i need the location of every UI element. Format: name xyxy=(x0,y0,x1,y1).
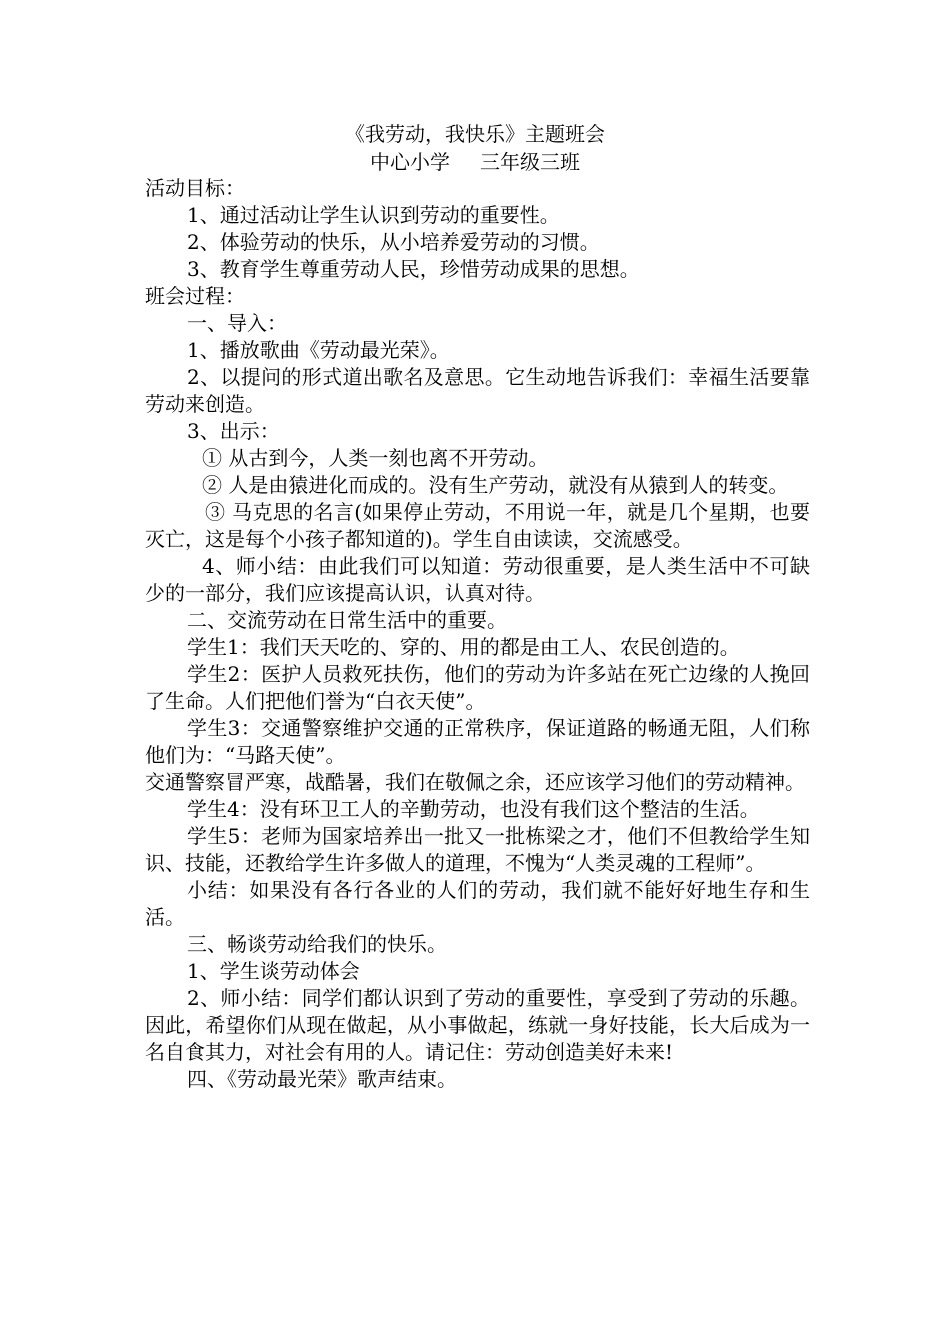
numbered-point: ③ 马克思的名言(如果停止劳动，不用说一年，就是几个星期，也要灭亡，这是每个小孩子都知道的)。学生自由读读，交流感受。 xyxy=(145,500,810,551)
school-name: 中心小学 xyxy=(370,150,450,174)
step-heading: 二、交流劳动在日常生活中的重要。 xyxy=(187,608,507,632)
document-subtitle xyxy=(0,149,950,176)
paragraph: 2、师小结：同学们都认识到了劳动的重要性，享受到了劳动的乐趣。因此，希望你们从现在做起，从小事做起，练就一身好技能，长大后成为一名自食其力，对社会有用的人。请记住：劳动创造美好未来! xyxy=(145,986,810,1064)
paragraph: 3、出示： xyxy=(187,419,280,443)
step-heading: 四、《劳动最光荣》歌声结束。 xyxy=(187,1067,457,1091)
paragraph: 交通警察冒严寒，战酷暑，我们在敬佩之余，还应该学习他们的劳动精神。 xyxy=(145,770,805,794)
paragraph: 1、学生谈劳动体会 xyxy=(187,959,360,983)
goal-item: 1、通过活动让学生认识到劳动的重要性。 xyxy=(187,203,560,227)
class-name: 三年级三班 xyxy=(480,150,580,174)
section-heading-process: 班会过程： xyxy=(145,284,245,308)
section-heading-goals: 活动目标： xyxy=(145,176,245,200)
numbered-point: ② 人是由猿进化而成的。没有生产劳动，就没有从猿到人的转变。 xyxy=(202,473,789,497)
paragraph: 学生3：交通警察维护交通的正常秩序，保证道路的畅通无阻，人们称他们为：“马路天使”。 xyxy=(145,716,810,767)
paragraph: 小结：如果没有各行各业的人们的劳动，我们就不能好好地生存和生活。 xyxy=(145,878,810,929)
paragraph: 学生4：没有环卫工人的辛勤劳动，也没有我们这个整洁的生活。 xyxy=(187,797,760,821)
paragraph: 学生2：医护人员救死扶伤，他们的劳动为许多站在死亡边缘的人挽回了生命。人们把他们誉为“白衣天使”。 xyxy=(145,662,810,713)
goal-item: 3、教育学生尊重劳动人民，珍惜劳动成果的思想。 xyxy=(187,257,640,281)
paragraph: 学生5：老师为国家培养出一批又一批栋梁之才，他们不但教给学生知识、技能，还教给学生许多做人的道理，不愧为“人类灵魂的工程师”。 xyxy=(145,824,810,875)
document-body xyxy=(145,175,810,1093)
numbered-point: ① 从古到今，人类一刻也离不开劳动。 xyxy=(202,446,549,470)
paragraph: 2、以提问的形式道出歌名及意思。它生动地告诉我们：幸福生活要靠劳动来创造。 xyxy=(145,365,810,416)
document-title: 《我劳动，我快乐》主题班会 xyxy=(345,122,605,146)
paragraph: 1、播放歌曲《劳动最光荣》。 xyxy=(187,338,450,362)
step-heading: 三、畅谈劳动给我们的快乐。 xyxy=(187,932,447,956)
paragraph: 学生1：我们天天吃的、穿的、用的都是由工人、农民创造的。 xyxy=(187,635,740,659)
step-heading: 一、导入： xyxy=(187,311,287,335)
paragraph: 4、师小结：由此我们可以知道：劳动很重要，是人类生活中不可缺少的一部分，我们应该提高认识，认真对待。 xyxy=(145,554,810,605)
goal-item: 2、体验劳动的快乐，从小培养爱劳动的习惯。 xyxy=(187,230,600,254)
